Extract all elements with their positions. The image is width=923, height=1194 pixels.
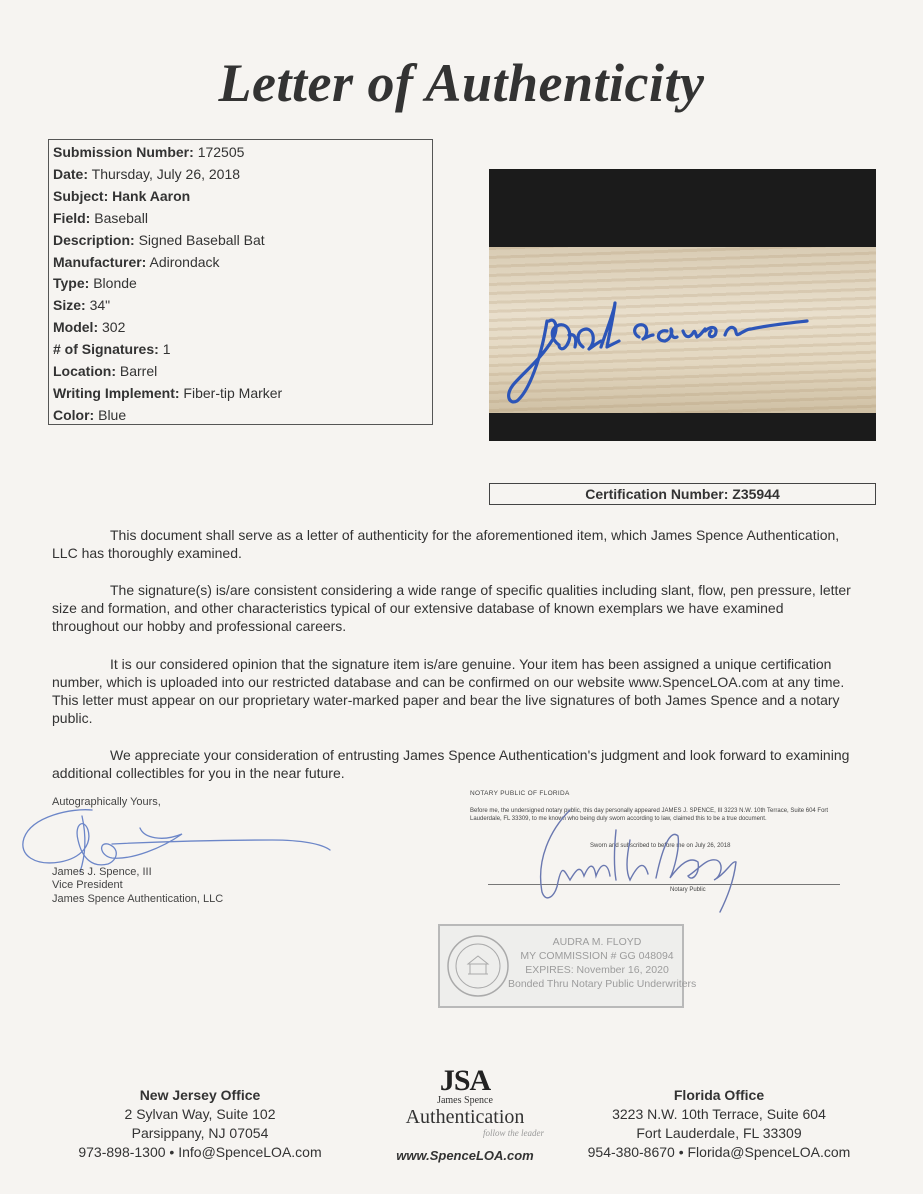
- office-address: 3223 N.W. 10th Terrace, Suite 604: [612, 1106, 826, 1122]
- logo-word: Authentication: [405, 1106, 525, 1128]
- signer-role: Vice President: [52, 879, 123, 891]
- page-title: Letter of Authenticity: [218, 53, 705, 113]
- paragraph: The signature(s) is/are consistent considering a wide range of specific qualities including slant, flow, pen pressure, letter size and formation, and other characteristics typical of our extensive database of known exemplars we have examined throughout our hobby and professional careers.: [52, 582, 851, 634]
- detail-row: Manufacturer: Adirondack: [53, 253, 220, 270]
- stamp-line: Bonded Thru Notary Public Underwriters: [508, 978, 697, 990]
- jsa-logo: [380, 1066, 550, 1166]
- detail-row: Description: Signed Baseball Bat: [53, 231, 265, 248]
- autograph-signature-icon: [489, 169, 876, 441]
- new-jersey-office: [50, 1086, 350, 1162]
- office-address: 2 Sylvan Way, Suite 102: [124, 1106, 276, 1122]
- office-city: Parsippany, NJ 07054: [131, 1125, 269, 1141]
- certification-number-box: [489, 483, 876, 505]
- detail-row: Location: Barrel: [53, 363, 158, 380]
- website-link: www.SpenceLOA.com: [396, 1148, 534, 1163]
- certification-label: Certification Number:: [585, 486, 729, 502]
- stamp-line: AUDRA M. FLOYD: [552, 936, 642, 948]
- stamp-line: MY COMMISSION # GG 048094: [520, 950, 674, 962]
- closing-text: Autographically Yours,: [52, 796, 161, 808]
- office-city: Fort Lauderdale, FL 33309: [636, 1125, 802, 1141]
- detail-row: Field: Baseball: [53, 209, 148, 226]
- detail-row: Size: 34": [53, 297, 111, 314]
- detail-row: Writing Implement: Fiber-tip Marker: [53, 384, 283, 401]
- detail-row: Model: 302: [53, 319, 126, 336]
- notary-header: NOTARY PUBLIC OF FLORIDA: [470, 790, 570, 797]
- logo-sub: James Spence: [437, 1095, 493, 1106]
- logo-tagline: follow the leader: [483, 1128, 544, 1138]
- notary-stamp: [438, 924, 697, 1008]
- detail-row: Subject: Hank Aaron: [53, 187, 191, 204]
- bat-photo: [489, 169, 876, 441]
- paragraph: It is our considered opinion that the signature item is/are genuine. Your item has been assigned a unique certification number, which is uploaded into our restricted database and can be confirmed on our website www.SpenceLOA.com at any time. This letter must appear on our proprietary water-marked paper and bear the live signatures of both James Spence and a notary public.: [52, 656, 845, 726]
- office-contact: 973-898-1300 • Info@SpenceLOA.com: [78, 1144, 322, 1160]
- notary-seal-icon: [446, 934, 510, 998]
- detail-row: Date: Thursday, July 26, 2018: [53, 165, 241, 182]
- office-name: New Jersey Office: [139, 1087, 261, 1103]
- signer-name: James J. Spence, III: [52, 866, 152, 878]
- office-name: Florida Office: [673, 1087, 765, 1103]
- notary-caption: Notary Public: [670, 887, 706, 893]
- notary-signature-icon: [530, 800, 760, 920]
- florida-office: [560, 1086, 878, 1162]
- certification-number: Z35944: [732, 486, 780, 502]
- authenticator-signature-block: [52, 796, 372, 916]
- notary-sworn-date: Sworn and subscribed to before me on July 26, 2018: [590, 843, 731, 849]
- stamp-line: EXPIRES: November 16, 2020: [525, 964, 669, 976]
- detail-row: Color: Blue: [53, 406, 127, 423]
- signer-company: James Spence Authentication, LLC: [52, 893, 224, 905]
- detail-row: # of Signatures: 1: [53, 341, 171, 358]
- notary-statement: Before me, the undersigned notary public, this day personally appeared JAMES J. SPENCE, III 3223 N.W. 10th Terrace, Suite 604 Fort Lauderdale, FL 33309, to me known who being duly sworn according to law, claimed this to be a true document.: [470, 808, 829, 822]
- office-contact: 954-380-8670 • Florida@SpenceLOA.com: [587, 1144, 851, 1160]
- paragraph: This document shall serve as a letter of authenticity for the aforementioned item, which James Spence Authentication, LLC has thoroughly examined.: [52, 527, 840, 561]
- detail-row: Type: Blonde: [53, 275, 137, 292]
- detail-row: Submission Number: 172505: [53, 144, 245, 160]
- paragraph: We appreciate your consideration of entrusting James Spence Authentication's judgment and look forward to examining additional collectibles for you in the near future.: [52, 747, 850, 781]
- logo-brand: JSA: [439, 1064, 491, 1097]
- item-details-box: [48, 139, 433, 425]
